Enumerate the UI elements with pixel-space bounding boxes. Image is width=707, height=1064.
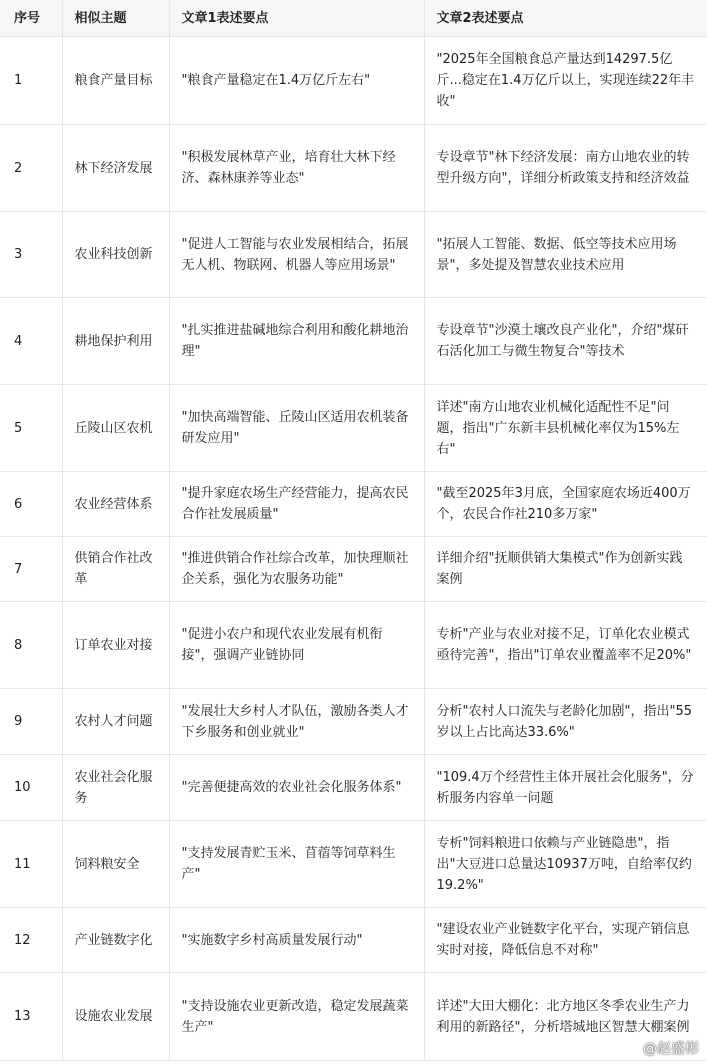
row-index: 4 — [0, 298, 62, 385]
row-index: 9 — [0, 689, 62, 755]
row-article2-point: 详细介绍"抚顺供销大集模式"作为创新实践案例 — [424, 537, 707, 602]
row-article1-point: "扎实推进盐碱地综合利用和酸化耕地治理" — [169, 298, 424, 385]
table-row — [0, 537, 707, 602]
row-article1-point: "积极发展林草产业，培育壮大林下经济、森林康养等业态" — [169, 125, 424, 212]
table-body — [0, 37, 707, 1061]
row-index: 3 — [0, 212, 62, 298]
row-index: 8 — [0, 602, 62, 689]
table-row — [0, 755, 707, 821]
row-article2-point: 专设章节"沙漠土壤改良产业化"，介绍"煤矸石活化加工与微生物复合"等技术 — [424, 298, 707, 385]
row-topic: 农业经营体系 — [62, 472, 169, 537]
row-article2-point: "2025年全国粮食总产量达到14297.5亿斤...稳定在1.4万亿斤以上，实现连续22年丰收" — [424, 37, 707, 125]
row-article1-point: "促进小农户和现代农业发展有机衔接"，强调产业链协同 — [169, 602, 424, 689]
row-article2-point: 分析"农村人口流失与老龄化加剧"，指出"55岁以上占比高达33.6%" — [424, 689, 707, 755]
row-topic: 农业科技创新 — [62, 212, 169, 298]
table-row — [0, 298, 707, 385]
row-article2-point: 专析"产业与农业对接不足，订单化农业模式亟待完善"，指出"订单农业覆盖率不足20%" — [424, 602, 707, 689]
table-row — [0, 125, 707, 212]
row-topic: 林下经济发展 — [62, 125, 169, 212]
watermark — [624, 1038, 699, 1058]
row-index: 7 — [0, 537, 62, 602]
row-article2-point: 详述"南方山地农业机械化适配性不足"问题，指出"广东新丰县机械化率仅为15%左右" — [424, 385, 707, 472]
table-row — [0, 908, 707, 973]
row-article1-point: "促进人工智能与农业发展相结合，拓展无人机、物联网、机器人等应用场景" — [169, 212, 424, 298]
row-article1-point: "粮食产量稳定在1.4万亿斤左右" — [169, 37, 424, 125]
row-article2-point: 详述"大田大棚化：北方地区冬季农业生产力利用的新路径"，分析塔城地区智慧大棚案例 — [424, 973, 707, 1061]
table-header — [0, 0, 707, 37]
row-index: 5 — [0, 385, 62, 472]
header-article2: 文章2表述要点 — [424, 0, 707, 37]
row-topic: 饲料粮安全 — [62, 821, 169, 908]
row-index: 10 — [0, 755, 62, 821]
table-row — [0, 602, 707, 689]
row-topic: 农村人才问题 — [62, 689, 169, 755]
row-index: 12 — [0, 908, 62, 973]
table-row — [0, 689, 707, 755]
row-article1-point: "支持发展青贮玉米、苜蓿等饲草料生产" — [169, 821, 424, 908]
row-article2-point: 专设章节"林下经济发展：南方山地农业的转型升级方向"，详细分析政策支持和经济效益 — [424, 125, 707, 212]
row-article1-point: "推进供销合作社综合改革，加快理顺社企关系，强化为农服务功能" — [169, 537, 424, 602]
row-article2-point: "拓展人工智能、数据、低空等技术应用场景"，多处提及智慧农业技术应用 — [424, 212, 707, 298]
table-row — [0, 821, 707, 908]
row-topic: 产业链数字化 — [62, 908, 169, 973]
row-topic: 供销合作社改革 — [62, 537, 169, 602]
row-topic: 订单农业对接 — [62, 602, 169, 689]
row-topic: 耕地保护利用 — [62, 298, 169, 385]
header-index: 序号 — [0, 0, 62, 37]
row-index: 13 — [0, 973, 62, 1061]
row-article2-point: "截至2025年3月底，全国家庭农场近400万个，农民合作社210多万家" — [424, 472, 707, 537]
row-topic: 粮食产量目标 — [62, 37, 169, 125]
row-article2-point: 专析"饲料粮进口依赖与产业链隐患"，指出"大豆进口总量达10937万吨，自给率仅约19.2%" — [424, 821, 707, 908]
row-article1-point: "支持设施农业更新改造，稳定发展蔬菜生产" — [169, 973, 424, 1061]
watermark-text: @赵盛彬 — [643, 1041, 699, 1057]
table-row — [0, 37, 707, 125]
header-topic: 相似主题 — [62, 0, 169, 37]
row-article1-point: "实施数字乡村高质量发展行动" — [169, 908, 424, 973]
row-topic: 农业社会化服务 — [62, 755, 169, 821]
table-row — [0, 212, 707, 298]
table-row — [0, 472, 707, 537]
row-article1-point: "提升家庭农场生产经营能力，提高农民合作社发展质量" — [169, 472, 424, 537]
header-article1: 文章1表述要点 — [169, 0, 424, 37]
row-index: 11 — [0, 821, 62, 908]
weibo-logo-icon — [624, 1040, 640, 1056]
row-article1-point: "完善便捷高效的农业社会化服务体系" — [169, 755, 424, 821]
row-article2-point: "109.4万个经营性主体开展社会化服务"，分析服务内容单一问题 — [424, 755, 707, 821]
row-topic: 设施农业发展 — [62, 973, 169, 1061]
row-index: 1 — [0, 37, 62, 125]
row-article1-point: "发展壮大乡村人才队伍，激励各类人才下乡服务和创业就业" — [169, 689, 424, 755]
row-article2-point: "建设农业产业链数字化平台，实现产销信息实时对接，降低信息不对称" — [424, 908, 707, 973]
row-article1-point: "加快高端智能、丘陵山区适用农机装备研发应用" — [169, 385, 424, 472]
row-topic: 丘陵山区农机 — [62, 385, 169, 472]
table-row — [0, 973, 707, 1061]
header-row — [0, 0, 707, 37]
row-index: 6 — [0, 472, 62, 537]
table-row — [0, 385, 707, 472]
row-index: 2 — [0, 125, 62, 212]
